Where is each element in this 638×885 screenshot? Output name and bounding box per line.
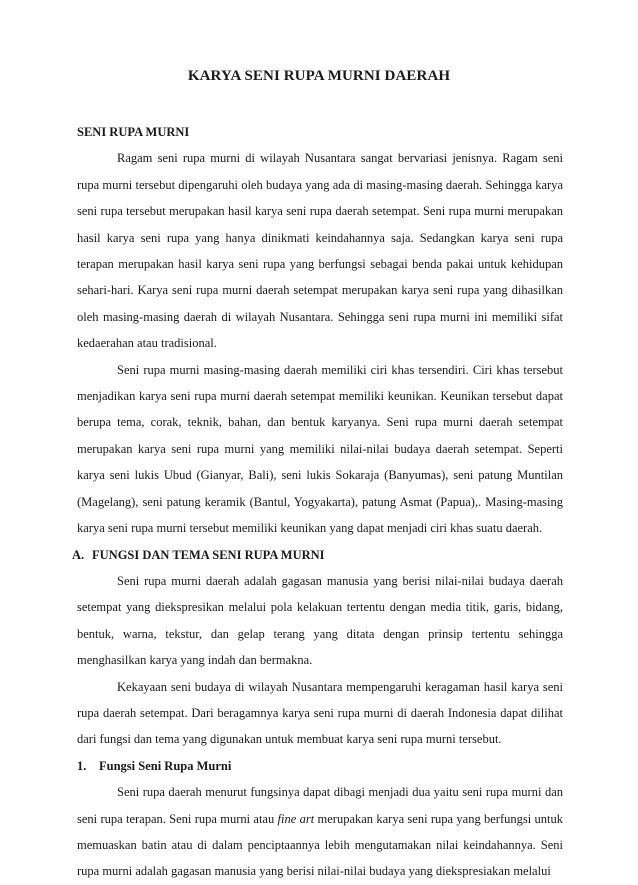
italic-term: fine art xyxy=(277,811,315,826)
paragraph xyxy=(77,779,563,885)
section-heading-seni-rupa-murni: SENI RUPA MURNI xyxy=(77,125,190,139)
subsection-heading-fungsi-seni-rupa-murni xyxy=(77,753,563,779)
section-marker: A. xyxy=(72,547,85,562)
paragraph: Seni rupa murni daerah adalah gagasan manusia yang berisi nilai-nilai budaya daerah setempat yang diekspresikan melalui pola kelakuan tertentu dengan media titik, garis, bidang, bentuk, warna, tekstur, dan gelap terang yang ditata dengan prinsip tertentu sehingga menghasilkan karya yang indah dan bermakna. xyxy=(77,573,563,668)
paragraph: Seni rupa murni masing-masing daerah memiliki ciri khas tersendiri. Ciri khas tersebut menjadikan karya seni rupa murni daerah setempat memiliki keunikan. Keunikan tersebut dapat berupa tema, corak, teknik, bahan, dan bentuk karyanya. Seni rupa murni daerah setempat merupakan karya seni rupa murni yang memiliki nilai-nilai budaya daerah setempat. Seperti karya seni lukis Ubud (Gianyar, Bali), seni lukis Sokaraja (Banyumas), seni patung Muntilan (Magelang), seni patung keramik (Bantul, Yogyakarta), patung Asmat (Papua),. Masing-masing karya seni rupa murni tersebut memiliki keunikan yang dapat menjadi ciri khas suatu daerah. xyxy=(77,362,563,536)
paragraph: Kekayaan seni budaya di wilayah Nusantara mempengaruhi keragaman hasil karya seni rupa daerah setempat. Dari beragamnya karya seni rupa murni di daerah Indonesia dapat dilihat dari fungsi dan tema yang digunakan untuk membuat karya seni rupa murni tersebut. xyxy=(77,679,563,747)
subsection-heading-text: Fungsi Seni Rupa Murni xyxy=(99,758,232,773)
paragraph-text-before: Seni rupa daerah menurut fungsinya dapat dibagi menjadi dua yaitu seni rupa murni dan seni rupa terapan. Seni rupa murni atau xyxy=(77,785,563,826)
section-heading-text: FUNGSI DAN TEMA SENI RUPA MURNI xyxy=(92,547,325,562)
document-title: KARYA SENI RUPA MURNI DAERAH xyxy=(187,68,451,84)
paragraph-text-after: merupakan karya seni rupa yang berfungsi untuk memuaskan batin atau di dalam penciptaannya lebih mengutamakan nilai keindahannya. Seni rupa murni adalah gagasan manusia yang berisi nilai-nilai budaya yang diekspresiakan melalui xyxy=(77,811,563,879)
subsection-marker: 1. xyxy=(77,758,87,773)
paragraph: Ragam seni rupa murni di wilayah Nusantara sangat bervariasi jenisnya. Ragam seni rupa murni tersebut dipengaruhi oleh budaya yang ada di masing-masing daerah. Sehingga karya seni rupa tersebut merupakan hasil karya seni rupa daerah setempat. Seni rupa murni merupakan hasil karya seni rupa yang hanya dinikmati keindahannya saja. Sedangkan karya seni rupa terapan merupakan hasil karya seni rupa yang berfungsi sebagai benda pakai untuk kehidupan sehari-hari. Karya seni rupa murni daerah setempat merupakan karya seni rupa yang dihasilkan oleh masing-masing daerah di wilayah Nusantara. Sehingga seni rupa murni ini memiliki sifat kedaerahan atau tradisional. xyxy=(77,151,563,351)
section-heading-fungsi-dan-tema xyxy=(72,542,563,568)
document-body xyxy=(72,119,563,885)
